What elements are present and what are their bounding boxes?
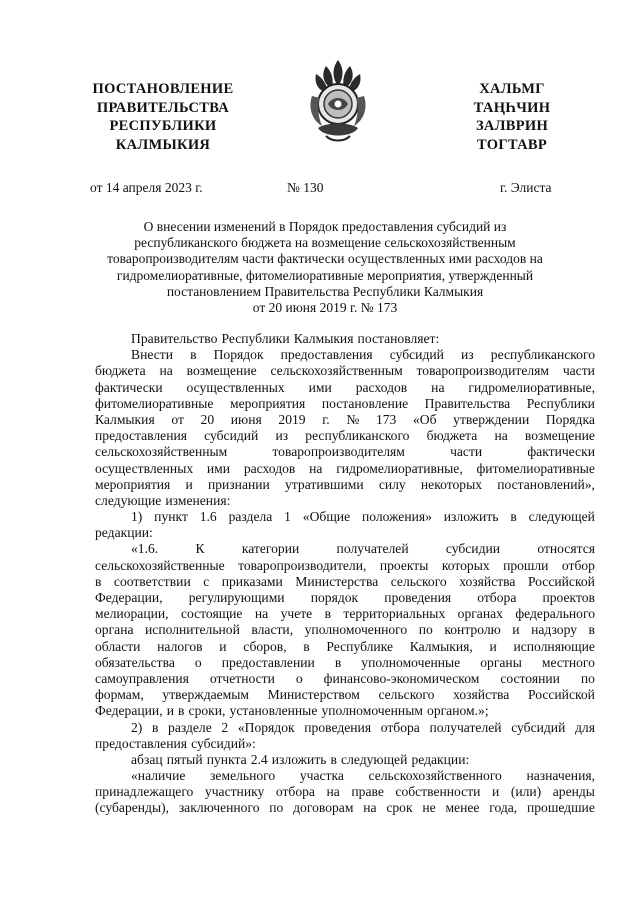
body-line [95,396,595,412]
body-word: Порядка [545,411,595,427]
body-line [95,720,595,736]
body-word: предоставления [95,735,188,751]
body-word: отбор [561,557,595,573]
body-word: «Об [412,411,437,427]
body-word: области [95,638,141,654]
body-word: по [418,622,433,638]
body-word: бюджета [95,363,146,379]
body-word: мелиорации, [95,606,169,622]
body-line [95,671,595,687]
body-line [95,752,595,768]
body-word: с [203,573,210,589]
body-line [95,363,595,379]
body-line [95,477,595,493]
body-word: власти, [251,622,294,638]
body-word: отчетности [209,670,275,686]
document-date: от 14 апреля 2023 г. [90,180,203,195]
body-word: предоставления [280,347,373,363]
body-word: товаропроизводителям [272,444,405,460]
document-body [95,331,595,817]
body-line [95,461,595,477]
body-word: 2) [131,719,143,735]
title-line: О внесении изменений в Порядок предоставления субсидий из [143,219,507,234]
body-word: 20 [200,411,215,427]
body-word: исполняющие [513,638,595,654]
header-right-line: ХАЛЬМГ [479,81,545,97]
body-word: фактически [95,379,163,395]
body-word: постановлений», [497,476,595,492]
body-word: «Порядок [237,719,295,735]
body-line [95,541,595,557]
title-line: от 20 июня 2019 г. № 173 [252,300,398,316]
body-word: соответствии [113,573,191,589]
body-word: Федерации, [95,590,163,605]
body-word: Министерства [295,573,379,589]
body-word: гидромелиоративные, [336,460,463,476]
body-word: на [254,606,269,622]
body-word: ими [206,460,231,476]
body-word: сельскохозяйственные [95,557,225,573]
body-word: и [512,622,520,638]
body-word: «наличие [131,768,186,784]
body-word: в [178,703,185,719]
body-word: некоторых [420,476,483,492]
body-word: в [95,573,102,589]
body-line [95,347,595,363]
body-line [95,784,595,800]
body-word: федерального [515,606,595,622]
body-word: местного [541,654,595,670]
body-word: проведения [384,590,452,605]
body-word: состоящие [180,606,243,622]
body-line [95,703,595,719]
body-word: в [510,509,517,525]
header-left-line: ПРАВИТЕЛЬСТВА [96,99,230,116]
body-word: проведения [304,719,372,735]
body-line [95,493,595,509]
body-line [95,736,595,752]
body-word: сборов, [243,638,287,654]
body-word: на [431,379,445,395]
body-word: 2 [221,719,229,735]
body-word: редакции: [95,525,153,541]
body-word: следующие [95,492,162,508]
body-word: проекты [379,557,429,573]
body-word: республиканского [490,347,595,363]
body-word: участка [299,768,344,784]
body-word: срок [386,800,413,816]
document-city: г. Элиста [500,180,552,195]
body-word: субсидий [389,347,444,363]
body-word: от [171,411,184,427]
body-line [95,412,595,428]
body-line [95,639,595,655]
body-word: сельского [378,687,435,703]
body-word: изменения: [165,492,231,508]
body-word: субсидий [204,428,259,444]
body-word: утверждаемым [162,687,250,703]
body-word: раздела [228,509,273,525]
body-word: в [190,347,197,363]
body-word: Российской [527,573,595,589]
body-word: сроки, [188,703,226,719]
body-word: «Общие [302,509,351,525]
body-word: хозяйства [453,687,510,703]
body-word: финансово-экономическом [323,670,480,686]
body-word: пункт [154,509,188,525]
body-word: мероприятия [95,476,171,492]
body-word: собственности [395,784,481,800]
body-word: самоуправления [95,670,189,686]
body-line [95,590,595,606]
body-word: субсидий [511,719,566,735]
body-word: части [562,363,595,379]
body-word: в [330,751,337,767]
body-word: получателей [336,541,409,557]
body-word: «1.6. [131,541,159,557]
body-word: республиканского [305,428,410,444]
body-word: органом.»; [427,703,489,719]
body-word: хозяйства [459,573,516,589]
header-left-line: РЕСПУБЛИКИ [109,118,217,134]
body-word: сельскохозяйственным [95,444,228,460]
body-word: г. [322,411,330,427]
body-line [95,655,595,671]
body-word: 173 [375,411,397,427]
body-word: из [461,347,474,363]
body-word: пункта [206,751,247,767]
body-line [95,444,595,460]
body-word: на [494,428,508,444]
body-line [95,606,595,622]
body-word: сельского [390,573,447,589]
body-word: на [309,460,323,476]
body-word: менее [445,800,480,816]
body-word: возмещение [186,363,257,379]
body-word: фитомелиоративные [476,460,595,476]
body-word: учете [280,606,313,622]
kalmykia-coat-of-arms-icon [304,56,372,146]
body-line [95,768,595,784]
body-word: аренды [552,784,595,800]
body-word: приказами [221,573,283,589]
body-word: на [363,800,377,816]
title-line: товаропроизводителям части фактически осуществленных ими расходов на [107,251,543,267]
body-word: Калмыкия, [409,638,473,654]
body-word: постановляет: [357,331,440,346]
body-word: регулирующими [188,590,285,605]
body-word: фитомелиоративные [95,395,214,411]
title-line: республиканского бюджета на возмещение сельскохозяйственным [134,235,516,251]
body-word: 1) [131,509,143,525]
body-word: постановление [321,395,409,411]
body-word: Федерации, [95,703,163,719]
body-word: относятся [537,541,595,557]
body-word: Министерством [267,687,360,703]
body-word: состоянии [500,670,560,686]
body-word: надзору [531,622,577,638]
body-word: положения» [361,509,432,525]
body-word: принадлежащего [95,784,194,800]
body-word: осуществленных [186,379,285,395]
body-word: отбора [275,784,315,800]
body-word: предоставления [95,428,188,444]
body-word: из [275,428,289,444]
body-word: и [166,703,174,719]
body-word: установленные [229,703,318,719]
header-left-line: КАЛМЫКИЯ [115,136,211,153]
header-left-line: ПОСТАНОВЛЕНИЕ [92,81,234,97]
body-word: абзац [131,751,163,767]
body-word: (или) [510,784,542,800]
body-word: по [269,800,284,816]
body-word: утверждении [453,411,530,427]
body-word: о [194,654,202,670]
body-word: уполномоченным [321,703,423,719]
body-word: порядок [310,590,359,605]
body-word: Правительства [424,395,511,411]
body-word: осуществленных [95,460,194,476]
body-word: расходов [243,460,296,476]
body-line [95,380,595,396]
body-word: земельного [210,768,276,784]
body-word: уполномоченного [304,622,408,638]
body-word: Республике [326,638,394,654]
header-right-line: ТАҢҺЧИН [473,99,551,116]
body-word: гидромелиоративные, [468,379,595,395]
body-word: 2.4 [250,751,268,767]
body-line [95,331,595,347]
body-word: формам, [95,687,144,703]
body-word: возмещение [524,428,595,444]
body-word: получателей [429,719,502,735]
body-word: утратившими [285,476,364,492]
body-word: исполнительной [145,622,240,638]
body-word: и [219,638,227,654]
body-word: не [422,800,436,816]
body-word: Российской [527,687,595,703]
body-word: территориальных [343,606,446,622]
body-word: бюджета [426,428,478,444]
body-word: прошедшие [526,800,595,816]
body-word: и [185,476,193,492]
body-word: Республики [526,395,595,411]
body-word: отбора [380,719,420,735]
body-word: предоставлении [221,654,315,670]
body-word: в [588,622,595,638]
header-left-title [78,80,248,154]
body-word: № [346,411,360,427]
body-word: уполномоченные [361,654,461,670]
body-word: разделе [168,719,212,735]
body-word: в [303,638,310,654]
body-word: по [580,670,595,686]
body-word: 1.6 [199,509,217,525]
body-word: обязательства [95,654,175,670]
body-word: силу [378,476,406,492]
header-right-line: ТОГТАВР [476,136,548,153]
body-word: 2019 [278,411,306,427]
body-word: ими [308,379,332,395]
body-word: контролю [444,622,501,638]
body-word: (субаренды), [95,800,170,816]
body-word: Порядок [213,347,264,363]
body-line [95,428,595,444]
body-word: расходов [355,379,408,395]
body-word: фактически [527,444,595,460]
body-line [95,687,595,703]
body-line [95,525,595,541]
body-word: налогов [157,638,203,654]
body-word: которых [441,557,490,573]
body-word: сельскохозяйственного [368,768,502,784]
body-line [95,800,595,816]
body-word: субсидий»: [191,735,256,751]
body-word: участнику [204,784,265,800]
body-word: в [151,719,159,735]
body-word: изложить [271,751,327,767]
body-word: пятый [166,751,203,767]
body-word: органа [95,622,134,638]
body-word: на [159,363,173,379]
body-word: сельскохозяйственным [270,363,403,379]
title-line: гидромелиоративные, фитомелиоративные мероприятия, утвержденный [116,267,534,283]
body-line [95,558,595,574]
body-word: части [450,444,483,460]
body-word: К [195,541,205,557]
body-word: и [491,784,500,800]
body-word: субсидии [445,541,501,557]
body-word: договорам [293,800,354,816]
body-line [95,622,595,638]
body-word: следующей [341,751,408,767]
header-right-title [452,80,572,154]
body-word: Калмыкия [95,411,155,427]
body-line [95,509,595,525]
title-line: постановлением Правительства Республики Калмыкия [166,283,484,299]
body-word: органы [480,654,522,670]
body-word: в [334,654,342,670]
document-number: № 130 [287,180,324,195]
body-word: изложить [443,509,499,525]
body-word: редакции: [411,751,470,767]
body-word: о [295,670,303,686]
document-title [95,219,555,316]
body-word: органах [457,606,503,622]
body-word: отбора [477,590,517,605]
body-word: назначения, [526,768,595,784]
body-word: Внести [131,347,173,363]
body-word: июня [230,411,262,427]
body-word: товаропроизводителям [416,363,549,379]
body-word: для [575,719,595,735]
body-word: признании [207,476,270,492]
body-word: Республики [221,331,290,346]
body-line [95,574,595,590]
body-word: товаропроизводители, [238,557,367,573]
body-word: заключенного [178,800,260,816]
body-word: прошли [503,557,549,573]
body-word: 1 [284,509,291,525]
body-word: и [489,638,497,654]
body-word: следующей [528,509,595,525]
body-word: Калмыкия [293,331,354,346]
body-word: проектов [542,590,595,605]
body-word: мероприятия [229,395,306,411]
body-word: в [324,606,332,622]
body-word: на [326,784,340,800]
body-word: Правительство [131,331,218,346]
body-word: категории [241,541,300,557]
body-word: года, [489,800,518,816]
body-word: праве [351,784,384,800]
header-right-line: ЗАЛВРИН [475,118,549,134]
